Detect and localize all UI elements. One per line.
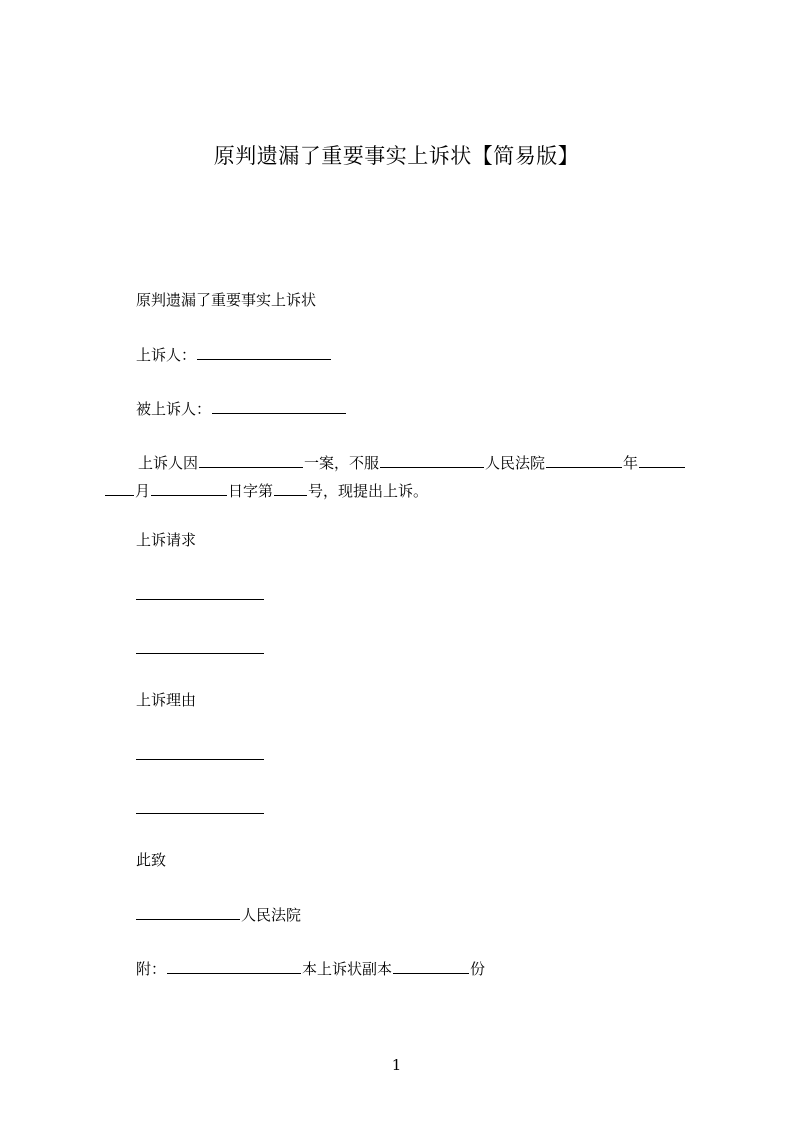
case-blank bbox=[199, 451, 303, 468]
salutation: 此致 bbox=[136, 851, 167, 869]
appellee-label: 被上诉人： bbox=[136, 400, 212, 418]
body-line-2-text2: 日字第 bbox=[228, 482, 274, 500]
body-line-2-text3: 号，现提出上诉。 bbox=[308, 482, 429, 500]
attachment-line bbox=[136, 957, 485, 980]
body-line-2 bbox=[104, 479, 428, 502]
request-blank-1 bbox=[136, 599, 264, 600]
body-line-2-text1: 月 bbox=[135, 482, 151, 500]
number-blank bbox=[274, 479, 307, 496]
appellant-label: 上诉人： bbox=[136, 346, 197, 364]
reason-blank-1 bbox=[136, 759, 264, 760]
copies-blank bbox=[393, 957, 469, 974]
court-blank bbox=[380, 451, 484, 468]
reason-blank-2 bbox=[136, 813, 264, 814]
year-blank bbox=[546, 451, 622, 468]
attachment-blank-1 bbox=[167, 957, 301, 974]
court-line bbox=[136, 903, 301, 926]
body-line-1-text2: 人民法院 bbox=[485, 454, 546, 472]
court-suffix: 人民法院 bbox=[241, 906, 302, 924]
appellee-line bbox=[136, 397, 347, 420]
attachment-suffix: 份 bbox=[470, 960, 486, 978]
request-heading: 上诉请求 bbox=[136, 531, 197, 549]
reason-heading: 上诉理由 bbox=[136, 691, 197, 709]
month-blank-start bbox=[639, 451, 685, 468]
day-blank bbox=[151, 479, 227, 496]
body-line-1-prefix: 上诉人因 bbox=[138, 454, 199, 472]
month-blank-end bbox=[105, 479, 134, 496]
request-blank-2 bbox=[136, 653, 264, 654]
appellee-blank bbox=[212, 397, 346, 414]
document-heading: 原判遗漏了重要事实上诉状 bbox=[136, 291, 317, 309]
body-line-1-text1: 一案，不服 bbox=[304, 454, 380, 472]
recipient-court-blank bbox=[136, 903, 240, 920]
page-number: 1 bbox=[391, 1056, 402, 1074]
attachment-middle: 本上诉状副本 bbox=[302, 960, 393, 978]
appellant-blank bbox=[197, 343, 331, 360]
attachment-prefix: 附： bbox=[136, 960, 167, 978]
appellant-line bbox=[136, 343, 332, 366]
body-line-1 bbox=[138, 451, 686, 474]
document-title: 原判遗漏了重要事实上诉状【简易版】 bbox=[213, 144, 580, 168]
body-line-1-text3: 年 bbox=[623, 454, 639, 472]
